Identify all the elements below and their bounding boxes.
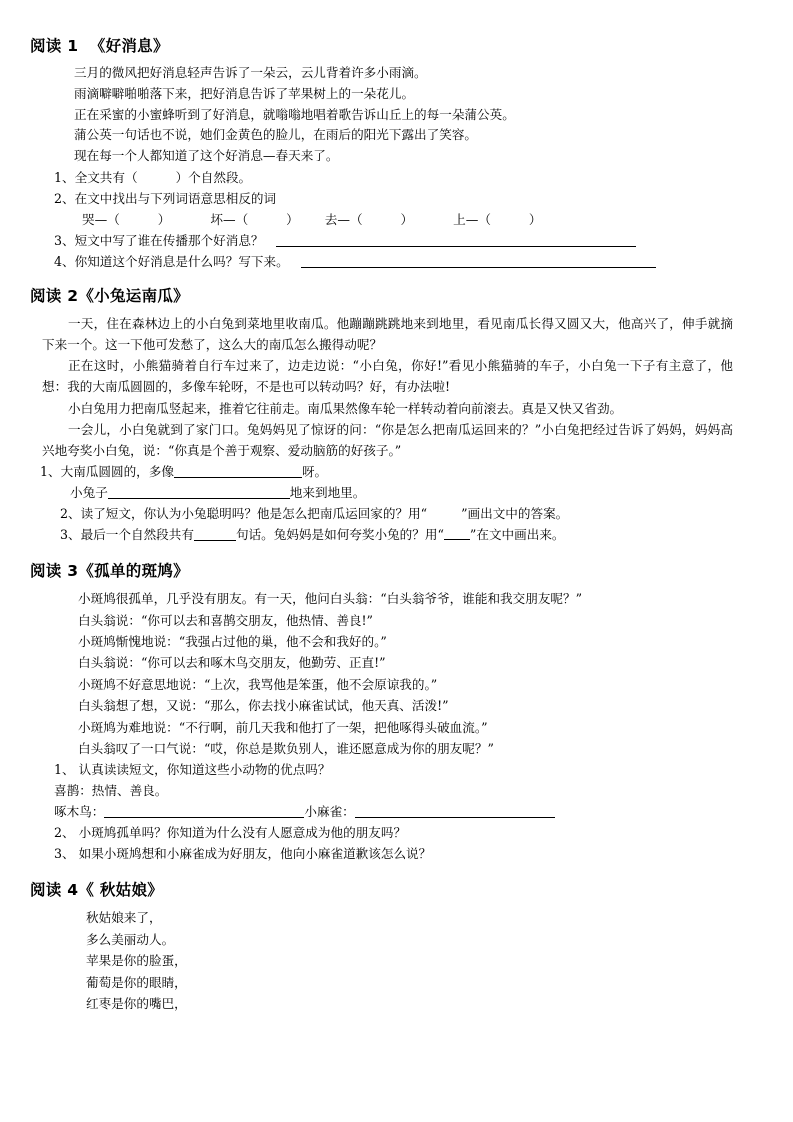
question-1-text-pre: 1、大南瓜圆圆的，多像 bbox=[40, 464, 174, 480]
passage-line: 正在采蜜的小蜜蜂听到了好消息，就嗡嗡地唱着歌告诉山丘上的每一朵蒲公英。 bbox=[74, 106, 515, 122]
question-1b-text-pre: 小兔子 bbox=[70, 485, 108, 501]
reading-1-passage bbox=[30, 63, 733, 167]
question-2-antonym-row bbox=[30, 209, 733, 230]
question-3-text: 3、短文中写了谁在传播那个好消息？ bbox=[54, 232, 264, 248]
answer-line-question-3[interactable] bbox=[276, 234, 636, 247]
question-3 bbox=[30, 230, 733, 251]
reading-1-heading: 阅读 1 《好消息》 bbox=[30, 37, 169, 55]
question-3-text-mid: 句话。兔妈妈是如何夸奖小兔的？用“ bbox=[235, 527, 444, 543]
woodpecker-label: 啄木鸟： bbox=[54, 804, 105, 820]
antonym-prompt-3: 去—（ bbox=[324, 211, 363, 227]
reading-3-questions bbox=[30, 759, 733, 864]
question-1-text-post: 呀。 bbox=[301, 464, 328, 480]
question-2-text: 2、读了短文，你认为小兔聪明吗？他是怎么把南瓜运回家的？用“ bbox=[60, 506, 428, 522]
question-2: 2、 小斑鸠孤单吗？你知道为什么没有人愿意成为他的朋友吗？ bbox=[54, 825, 407, 841]
passage-line: 雨滴噼噼啪啪落下来，把好消息告诉了苹果树上的一朵花儿。 bbox=[74, 85, 415, 101]
passage-paragraph: 一会儿，小白兔就到了家门口。兔妈妈见了惊讶的问：“你是怎么把南瓜运回来的？”小白兔把经过告诉了妈妈，妈妈高兴地夸奖小白兔，说：“你真是个善于观察、爱动脑筋的好孩子。” bbox=[42, 421, 733, 459]
passage-line: 小斑鸠为难地说：“不行啊，前几天我和他打了一架，把他啄得头破血流。” bbox=[78, 719, 488, 735]
question-2-text-tail: ”画出文中的答案。 bbox=[461, 506, 569, 522]
passage-line: 现在每一个人都知道了这个好消息—春天来了。 bbox=[74, 148, 339, 164]
answer-blank-sparrow[interactable] bbox=[355, 805, 555, 818]
question-4 bbox=[30, 251, 733, 272]
question-1 bbox=[30, 167, 733, 188]
passage-line: 小斑鸠很孤单，几乎没有朋友。有一天，他问白头翁：“白头翁爷爷，谁能和我交朋友呢？” bbox=[78, 591, 583, 607]
reading-2-heading: 阅读 2《小兔运南瓜》 bbox=[30, 286, 189, 305]
answer-blank-simile[interactable] bbox=[174, 465, 302, 478]
mark-blank-question-3[interactable] bbox=[444, 527, 470, 540]
passage-line: 白头翁说：“你可以去和喜鹊交朋友，他热情、善良!” bbox=[78, 612, 373, 628]
question-1b-text-post: 地来到地里。 bbox=[289, 485, 366, 501]
passage-paragraph: 一天，住在森林边上的小白兔到菜地里收南瓜。他蹦蹦跳跳地来到地里，看见南瓜长得又圆又大，他高兴了，伸手就摘下来一个。这一下他可发愁了，这么大的南瓜怎么搬得动呢？ bbox=[42, 315, 733, 353]
sparrow-label: 小麻雀： bbox=[304, 804, 355, 820]
poem-line: 葡萄是你的眼睛， bbox=[86, 974, 187, 990]
antonym-close-3: ） bbox=[400, 211, 414, 227]
question-1-text-pre: 1、全文共有（ bbox=[54, 169, 138, 185]
question-1: 1、 认真读读短文，你知道这些小动物的优点吗？ bbox=[54, 762, 331, 778]
question-4-text: 4、你知道这个好消息是什么吗？写下来。 bbox=[54, 253, 289, 269]
poem-line: 苹果是你的脸蛋， bbox=[86, 953, 187, 969]
question-1-example-answer: 喜鹊：热情、善良。 bbox=[54, 783, 168, 799]
question-1 bbox=[30, 461, 733, 482]
reading-2-questions bbox=[30, 461, 733, 545]
answer-blank-woodpecker[interactable] bbox=[104, 805, 304, 818]
reading-2-passage bbox=[30, 313, 733, 461]
antonym-prompt-1: 哭—（ bbox=[82, 211, 120, 227]
answer-blank-adverb[interactable] bbox=[108, 486, 290, 499]
question-3 bbox=[30, 524, 733, 545]
poem-line: 秋姑娘来了， bbox=[86, 910, 162, 926]
question-3: 3、 如果小斑鸠想和小麻雀成为好朋友，他向小麻雀道歉该怎么说？ bbox=[54, 846, 432, 862]
antonym-prompt-4: 上—（ bbox=[453, 211, 491, 227]
passage-line: 白头翁想了想，又说：“那么，你去找小麻雀试试，他天真、活泼!” bbox=[78, 698, 449, 714]
antonym-prompt-2: 坏—（ bbox=[210, 211, 249, 227]
passage-line: 小斑鸠惭愧地说：“我强占过他的巢，他不会和我好的。” bbox=[78, 633, 387, 649]
reading-1-questions bbox=[30, 167, 733, 272]
question-3-text-pre: 3、最后一个自然段共有 bbox=[60, 527, 194, 543]
poem-line: 多么美丽动人。 bbox=[86, 931, 175, 947]
question-1b bbox=[30, 482, 733, 503]
passage-line: 三月的微风把好消息轻声告诉了一朵云，云儿背着许多小雨滴。 bbox=[74, 64, 427, 80]
poem-line: 红枣是你的嘴巴， bbox=[86, 995, 187, 1011]
reading-3-passage bbox=[30, 588, 733, 759]
passage-line: 白头翁叹了一口气说：“哎，你总是欺负别人，谁还愿意成为你的朋友呢？” bbox=[78, 741, 494, 757]
reading-4-passage bbox=[30, 907, 733, 1014]
reading-4-heading: 阅读 4《 秋姑娘》 bbox=[30, 881, 164, 900]
question-1-text-post: ）个自然段。 bbox=[175, 169, 252, 185]
antonym-close-2: ） bbox=[286, 211, 299, 227]
passage-line: 蒲公英一句话也不说，她们金黄色的脸儿，在雨后的阳光下露出了笑容。 bbox=[74, 127, 477, 143]
passage-line: 白头翁说：“你可以去和啄木鸟交朋友，他勤劳、正直!” bbox=[78, 655, 386, 671]
question-1-answer-row bbox=[30, 801, 733, 822]
antonym-close-4: ） bbox=[528, 211, 542, 227]
answer-blank-sentence-count[interactable] bbox=[194, 528, 236, 541]
question-2: 2、在文中找出与下列词语意思相反的词 bbox=[54, 190, 277, 206]
antonym-close-1: ） bbox=[157, 211, 171, 227]
question-2 bbox=[30, 503, 733, 524]
passage-paragraph: 小白兔用力把南瓜竖起来，推着它往前走。南瓜果然像车轮一样转动着向前滚去。真是又快又省劲。 bbox=[68, 400, 623, 416]
reading-3-heading: 阅读 3《孤单的斑鸠》 bbox=[30, 562, 189, 581]
question-3-text-post: ”在文中画出来。 bbox=[469, 527, 565, 543]
passage-line: 小斑鸠不好意思地说：“上次，我骂他是笨蛋，他不会原谅我的。” bbox=[78, 676, 438, 692]
passage-paragraph: 正在这时，小熊猫骑着自行车过来了，边走边说：“小白兔，你好!”看见小熊猫骑的车子，小白兔一下子有主意了，他想：我的大南瓜圆圆的，多像车轮呀，不是也可以转动吗？好，有办法啦! bbox=[42, 358, 733, 395]
answer-line-question-4[interactable] bbox=[301, 255, 656, 268]
